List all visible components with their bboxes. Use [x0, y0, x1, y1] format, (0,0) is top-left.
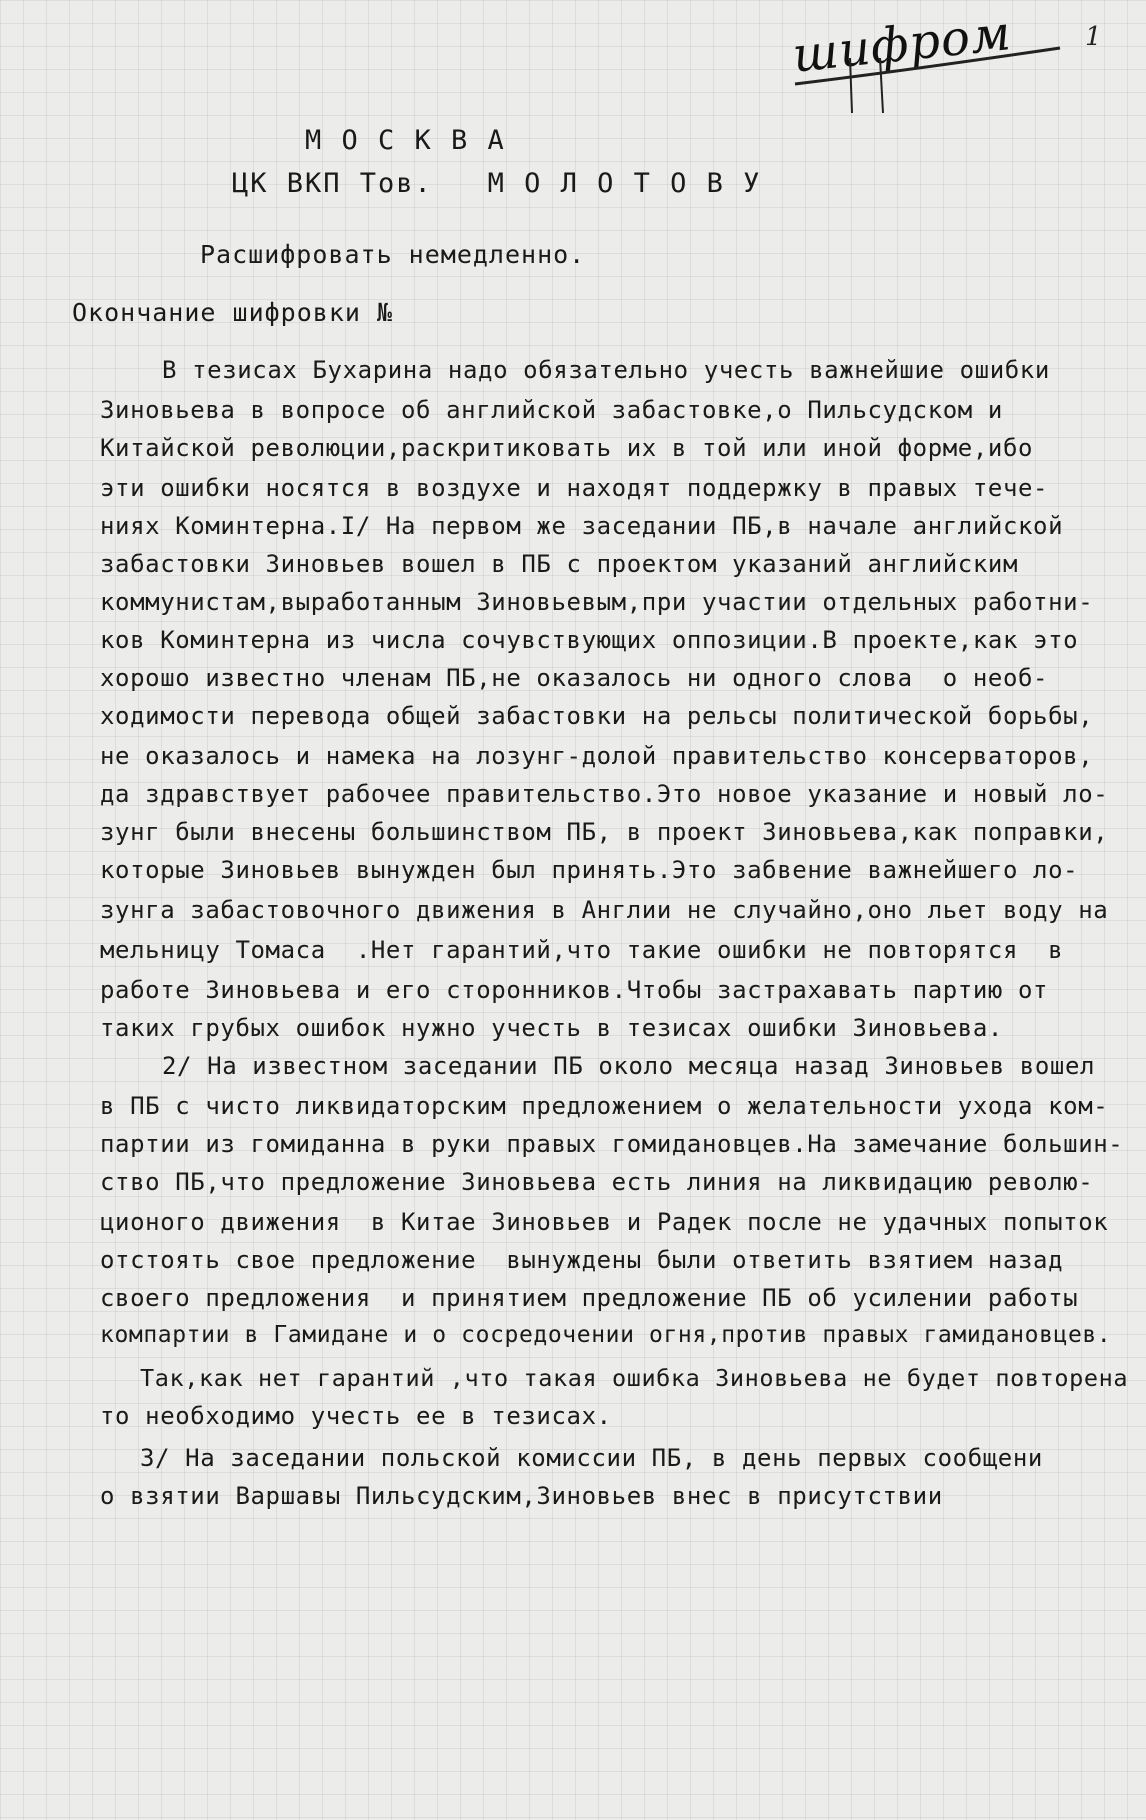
body-line: ционого движения в Китае Зиновьев и Радек после не удачных попыток [100, 1208, 1109, 1236]
body-line: В тезисах Бухарина надо обязательно учесть важнейшие ошибки [162, 356, 1050, 384]
body-line: мельницу Томаса .Нет гарантий,что такие ошибки не повторятся в [100, 936, 1064, 964]
body-line: да здравствует рабочее правительство.Это новое указание и новый ло- [100, 780, 1109, 808]
header-instruction: Расшифровать немедленно. [200, 240, 586, 269]
page-number: 1 [1085, 22, 1102, 52]
body-line: о взятии Варшавы Пильсудским,Зиновьев внес в присутствии [100, 1482, 943, 1510]
body-line: в ПБ с чисто ликвидаторским предложением о желательности ухода ком- [100, 1092, 1109, 1120]
body-line: которые Зиновьев вынужден был принять.Это забвение важнейшего ло- [100, 856, 1079, 884]
header-subject: Окончание шифровки № [72, 298, 394, 327]
body-line: ство ПБ,что предложение Зиновьева есть линия на ликвидацию револю- [100, 1168, 1094, 1196]
body-line: хорошо известно членам ПБ,не оказалось ни одного слова о необ- [100, 664, 1049, 692]
body-line: коммунистам,выработанным Зиновьевым,при участии отдельных работни- [100, 588, 1094, 616]
body-line: зунга забастовочного движения в Англии не случайно,оно льет воду на [100, 896, 1109, 924]
body-line: ков Коминтерна из числа сочувствующих оппозиции.В проекте,как это [100, 626, 1079, 654]
body-line: работе Зиновьева и его сторонников.Чтобы застрахавать партию от [100, 976, 1049, 1004]
body-line: компартии в Гамидане и о сосредочении огня,против правых гамидановцев. [100, 1322, 1112, 1348]
body-line: отстоять свое предложение вынуждены были ответить взятием назад [100, 1246, 1064, 1274]
stamp-text: шифром [790, 5, 1015, 84]
body-line: ниях Коминтерна.I/ На первом же заседании ПБ,в начале английской [100, 512, 1064, 540]
body-line: зунг были внесены большинством ПБ, в проект Зиновьева,как поправки, [100, 818, 1109, 846]
body-line: партии из гомиданна в руки правых гомидановцев.На замечание большин- [100, 1130, 1124, 1158]
body-line: Зиновьева в вопросе об английской забастовке,о Пильсудском и [100, 396, 1003, 424]
body-line: забастовки Зиновьев вошел в ПБ с проектом указаний английским [100, 550, 1019, 578]
body-line: своего предложения и принятием предложение ПБ об усилении работы [100, 1284, 1079, 1312]
header-addressee: ЦК ВКП Тов. М О Л О Т О В У [232, 168, 762, 199]
body-line: то необходимо учесть ее в тезисах. [100, 1402, 612, 1430]
body-line: 3/ На заседании польской комиссии ПБ, в день первых сообщени [140, 1444, 1043, 1472]
body-line: таких грубых ошибок нужно учесть в тезисах ошибки Зиновьева. [100, 1014, 1003, 1042]
body-line: 2/ На известном заседании ПБ около месяца назад Зиновьев вошел [162, 1052, 1096, 1080]
body-line: не оказалось и намека на лозунг-долой правительство консерваторов, [100, 742, 1094, 770]
body-line: эти ошибки носятся в воздухе и находят поддержку в правых тече- [100, 474, 1049, 502]
body-line: Так,как нет гарантий ,что такая ошибка Зиновьева не будет повторена [140, 1364, 1129, 1392]
body-line: ходимости перевода общей забастовки на рельсы политической борьбы, [100, 702, 1094, 730]
header-city: М О С К В А [305, 125, 506, 156]
body-line: Китайской революции,раскритиковать их в той или иной форме,ибо [100, 434, 1034, 462]
